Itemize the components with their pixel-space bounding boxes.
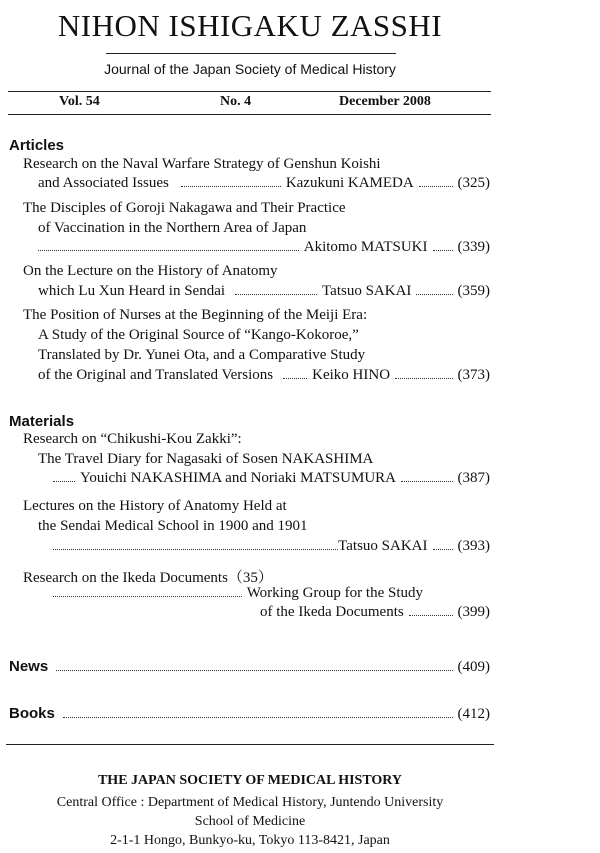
entry-author: Kazukuni KAMEDA — [285, 175, 414, 191]
entry-row — [38, 283, 490, 300]
dot-leader — [409, 615, 453, 616]
issue-number: No. 4 — [220, 94, 252, 109]
entry-title-line: On the Lecture on the History of Anatomy — [23, 263, 278, 279]
title-divider — [106, 53, 396, 54]
entry-title-line: The Travel Diary for Nagasaki of Sosen NAKASHIMA — [38, 451, 374, 467]
office-address-line: Central Office : Department of Medical History, Juntendo University — [56, 795, 444, 810]
entry-row — [53, 470, 490, 487]
dot-leader — [419, 186, 453, 187]
entry-title-line: which Lu Xun Heard in Sendai — [38, 283, 226, 299]
footer-divider — [6, 744, 494, 745]
entry-page: (373) — [457, 367, 490, 383]
section-heading-articles: Articles — [9, 137, 65, 154]
dot-leader — [401, 481, 453, 482]
entry-title-line: and Associated Issues — [38, 175, 169, 191]
entry-page: (412) — [457, 706, 490, 722]
entry-row — [53, 585, 423, 602]
entry-row — [53, 538, 490, 555]
entry-page: (339) — [457, 239, 490, 255]
entry-title-line: A Study of the Original Source of “Kango-Kokoroe,” — [38, 327, 359, 343]
dot-leader — [235, 294, 317, 295]
dot-leader — [53, 549, 338, 550]
society-name: THE JAPAN SOCIETY OF MEDICAL HISTORY — [97, 773, 403, 788]
toc-entry-news — [9, 658, 490, 676]
entry-title-line: Research on the Ikeda Documents（35） — [23, 570, 273, 586]
dot-leader — [53, 481, 75, 482]
issue-date: December 2008 — [339, 94, 431, 109]
journal-title: NIHON ISHIGAKU ZASSHI — [57, 8, 443, 43]
entry-title-line: of the Original and Translated Versions — [38, 367, 274, 383]
entry-row — [260, 604, 490, 621]
dot-leader — [181, 186, 281, 187]
entry-title-line: Lectures on the History of Anatomy Held at — [23, 498, 287, 514]
issue-divider-top — [8, 91, 491, 92]
office-address-line: 2-1-1 Hongo, Bunkyo-ku, Tokyo 113-8421, Japan — [110, 833, 390, 848]
entry-page: (387) — [457, 470, 490, 486]
entry-row — [38, 367, 490, 384]
issue-volume: Vol. 54 — [59, 94, 100, 109]
dot-leader — [395, 378, 452, 379]
entry-page: (393) — [457, 538, 490, 554]
entry-title-line: Translated by Dr. Yunei Ota, and a Comparative Study — [38, 347, 366, 363]
dot-leader — [433, 250, 453, 251]
entry-row — [38, 239, 490, 256]
office-address-line: School of Medicine — [194, 814, 306, 829]
entry-author: Keiko HINO — [312, 367, 391, 383]
entry-page: (359) — [457, 283, 490, 299]
dot-leader — [433, 549, 453, 550]
issue-divider-bottom — [8, 114, 491, 115]
section-heading-materials: Materials — [9, 413, 75, 430]
section-heading-news: News — [9, 658, 49, 675]
entry-title-line: Research on the Naval Warfare Strategy of Genshun Koishi — [23, 156, 381, 172]
dot-leader — [56, 670, 452, 671]
dot-leader — [53, 596, 242, 597]
entry-author: Akitomo MATSUKI — [303, 239, 428, 255]
entry-author: Youichi NAKASHIMA and Noriaki MATSUMURA — [80, 470, 396, 486]
entry-author: Working Group for the Study — [246, 585, 423, 601]
journal-subtitle: Journal of the Japan Society of Medical History — [104, 61, 396, 77]
entry-author: Tatsuo SAKAI — [338, 538, 428, 554]
entry-title-line: The Position of Nurses at the Beginning of the Meiji Era: — [23, 307, 368, 323]
dot-leader — [416, 294, 452, 295]
entry-title-line: Research on “Chikushi-Kou Zakki”: — [23, 431, 242, 447]
entry-title-line: The Disciples of Goroji Nakagawa and Their Practice — [23, 200, 346, 216]
toc-entry-books — [9, 705, 490, 723]
entry-page: (325) — [457, 175, 490, 191]
dot-leader — [38, 250, 299, 251]
dot-leader — [283, 378, 307, 379]
entry-author: Tatsuo SAKAI — [322, 283, 412, 299]
entry-title-line: of Vaccination in the Northern Area of Japan — [38, 220, 307, 236]
entry-title-line: the Sendai Medical School in 1900 and 1901 — [38, 518, 308, 534]
dot-leader — [63, 717, 453, 718]
entry-row — [38, 175, 490, 192]
entry-author: of the Ikeda Documents — [260, 604, 404, 620]
entry-page: (409) — [457, 659, 490, 675]
entry-page: (399) — [457, 604, 490, 620]
section-heading-books: Books — [9, 705, 55, 722]
